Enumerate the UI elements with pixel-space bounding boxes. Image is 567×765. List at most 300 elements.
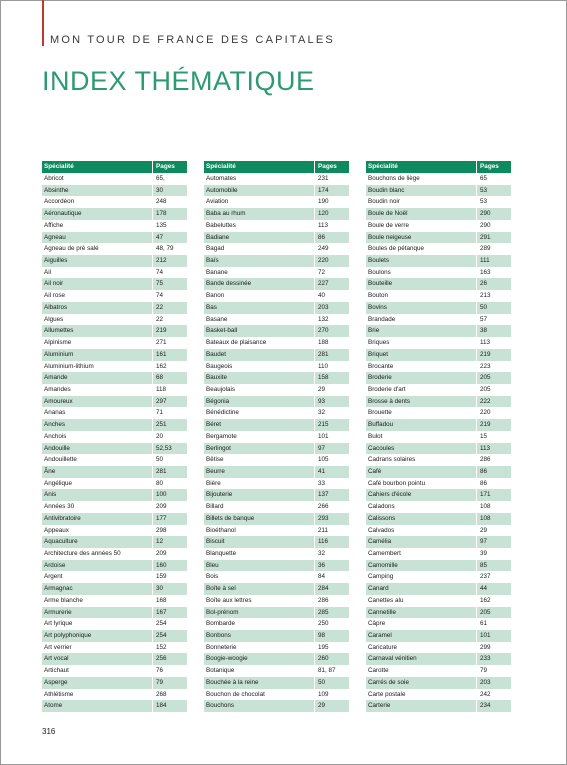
table-row bbox=[204, 571, 349, 583]
pages-cell: 108 bbox=[480, 514, 491, 522]
pages-cell: 268 bbox=[156, 690, 167, 698]
specialite-cell: Boudin noir bbox=[366, 196, 477, 208]
table-row bbox=[366, 255, 511, 267]
specialite-cell: Bande dessinée bbox=[204, 278, 315, 290]
specialite-cell: Appeaux bbox=[42, 525, 153, 537]
pages-cell: 71 bbox=[156, 409, 164, 417]
pages-cell: 237 bbox=[480, 573, 491, 581]
specialite-cell: Biscuit bbox=[204, 536, 315, 548]
specialite-cell: Bateaux de plaisance bbox=[204, 337, 315, 349]
specialite-cell: Bleu bbox=[204, 560, 315, 572]
table-row bbox=[42, 349, 187, 361]
specialite-cell: Calissons bbox=[366, 513, 477, 525]
pages-cell: 290 bbox=[480, 221, 491, 229]
pages-cell: 242 bbox=[480, 690, 491, 698]
table-header bbox=[42, 161, 187, 173]
specialite-cell: Art verrier bbox=[42, 642, 153, 654]
specialite-cell: Boules de pétanque bbox=[366, 243, 477, 255]
pages-cell: 167 bbox=[156, 608, 167, 616]
pages-cell: 248 bbox=[156, 198, 167, 206]
pages-cell: 113 bbox=[480, 444, 491, 452]
specialite-cell: Béret bbox=[204, 419, 315, 431]
table-row bbox=[204, 232, 349, 244]
specialite-cell: Albatros bbox=[42, 302, 153, 314]
specialite-cell: Camélia bbox=[366, 536, 477, 548]
specialite-cell: Café bbox=[366, 466, 477, 478]
specialite-cell: Agneau bbox=[42, 232, 153, 244]
specialite-cell: Bêtise bbox=[204, 454, 315, 466]
specialite-cell: Ail noir bbox=[42, 278, 153, 290]
table-row bbox=[42, 337, 187, 349]
specialite-cell: Basket-ball bbox=[204, 325, 315, 337]
table-row bbox=[204, 689, 349, 701]
specialite-cell: Années 30 bbox=[42, 501, 153, 513]
table-row bbox=[204, 583, 349, 595]
pages-cell: 93 bbox=[318, 397, 326, 405]
pages-cell: 160 bbox=[156, 561, 167, 569]
pages-cell: 101 bbox=[480, 632, 491, 640]
specialite-cell: Cahiers d'école bbox=[366, 489, 477, 501]
table-row bbox=[366, 278, 511, 290]
table-row bbox=[42, 302, 187, 314]
specialite-cell: Ail rose bbox=[42, 290, 153, 302]
pages-cell: 76 bbox=[156, 667, 164, 675]
pages-cell: 209 bbox=[156, 550, 167, 557]
pages-cell: 299 bbox=[480, 643, 491, 651]
table-row bbox=[42, 372, 187, 384]
pages-cell: 297 bbox=[156, 397, 167, 405]
pages-cell: 233 bbox=[480, 655, 491, 663]
specialite-cell: Andouillette bbox=[42, 454, 153, 466]
pages-cell: 203 bbox=[480, 678, 491, 686]
pages-cell: 68 bbox=[156, 374, 164, 382]
specialite-cell: Bouchons bbox=[204, 700, 315, 712]
table-row bbox=[204, 185, 349, 197]
pages-cell: 132 bbox=[318, 315, 329, 323]
specialite-cell: Boudin blanc bbox=[366, 185, 477, 197]
specialite-cell: Botanique bbox=[204, 665, 315, 677]
specialite-cell: Boîte aux lettres bbox=[204, 595, 315, 607]
pages-cell: 22 bbox=[156, 303, 164, 311]
table-row bbox=[366, 232, 511, 244]
table-row bbox=[204, 653, 349, 665]
pages-cell: 205 bbox=[480, 608, 491, 616]
pages-cell: 162 bbox=[156, 362, 167, 370]
pages-cell: 254 bbox=[156, 620, 167, 628]
pages-cell: 184 bbox=[156, 702, 167, 710]
pages-cell: 109 bbox=[318, 690, 329, 698]
table-row bbox=[204, 548, 349, 560]
table-row bbox=[366, 431, 511, 443]
table-row bbox=[42, 431, 187, 443]
specialite-cell: Art vocal bbox=[42, 653, 153, 665]
table-row bbox=[42, 489, 187, 501]
pages-cell: 137 bbox=[318, 491, 329, 499]
specialite-cell: Boule de verre bbox=[366, 220, 477, 232]
specialite-cell: Caramel bbox=[366, 630, 477, 642]
table-row bbox=[42, 361, 187, 373]
specialite-cell: Canard bbox=[366, 583, 477, 595]
table-row bbox=[366, 407, 511, 419]
pages-cell: 38 bbox=[480, 327, 488, 335]
specialite-cell: Allumettes bbox=[42, 325, 153, 337]
pages-cell: 219 bbox=[480, 421, 491, 429]
table-row bbox=[366, 501, 511, 513]
specialite-cell: Art polyphonique bbox=[42, 630, 153, 642]
pages-cell: 26 bbox=[480, 280, 488, 288]
specialite-cell: Aquaculture bbox=[42, 536, 153, 548]
pages-cell: 227 bbox=[318, 280, 329, 288]
table-row bbox=[204, 243, 349, 255]
specialite-cell: Carte postale bbox=[366, 689, 477, 701]
table-row bbox=[366, 267, 511, 279]
specialite-cell: Briquet bbox=[366, 349, 477, 361]
specialite-cell: Café bourbon pointu bbox=[366, 478, 477, 490]
specialite-cell: Brosse à dents bbox=[366, 396, 477, 408]
table-row bbox=[366, 454, 511, 466]
page-title: INDEX THÉMATIQUE bbox=[42, 66, 315, 96]
pages-cell: 209 bbox=[156, 503, 167, 511]
specialite-cell: Câpre bbox=[366, 618, 477, 630]
specialite-cell: Briques bbox=[366, 337, 477, 349]
pages-cell: 65, bbox=[156, 175, 165, 182]
specialite-cell: Architecture des années 50 bbox=[42, 548, 153, 560]
specialite-cell: Aéronautique bbox=[42, 208, 153, 220]
specialite-cell: Bioéthanol bbox=[204, 525, 315, 537]
specialite-cell: Bonbons bbox=[204, 630, 315, 642]
table-row bbox=[204, 478, 349, 490]
specialite-cell: Bijouterie bbox=[204, 489, 315, 501]
table-row bbox=[42, 583, 187, 595]
table-row bbox=[366, 349, 511, 361]
header-specialite: Spécialité bbox=[366, 161, 477, 173]
specialite-cell: Brocante bbox=[366, 361, 477, 373]
header-pages: Pages bbox=[318, 163, 337, 170]
pages-cell: 111 bbox=[480, 257, 490, 265]
table-row bbox=[42, 220, 187, 232]
pages-cell: 50 bbox=[318, 678, 326, 686]
pages-cell: 98 bbox=[318, 632, 326, 640]
table-row bbox=[204, 489, 349, 501]
pages-cell: 105 bbox=[318, 456, 329, 464]
pages-cell: 298 bbox=[156, 526, 167, 534]
table-row bbox=[204, 618, 349, 630]
specialite-cell: Arme blanche bbox=[42, 595, 153, 607]
pages-cell: 162 bbox=[480, 596, 491, 604]
pages-cell: 47 bbox=[156, 233, 164, 241]
specialite-cell: Bombarde bbox=[204, 618, 315, 630]
pages-cell: 220 bbox=[480, 409, 491, 417]
table-row bbox=[366, 478, 511, 490]
table-row bbox=[42, 255, 187, 267]
pages-cell: 52,53 bbox=[156, 444, 172, 452]
table-row bbox=[42, 630, 187, 642]
specialite-cell: Baugeois bbox=[204, 361, 315, 373]
pages-cell: 50 bbox=[480, 303, 488, 311]
pages-cell: 15 bbox=[480, 432, 488, 440]
specialite-cell: Anchois bbox=[42, 431, 153, 443]
pages-cell: 113 bbox=[318, 221, 329, 229]
table-row bbox=[204, 325, 349, 337]
specialite-cell: Bovins bbox=[366, 302, 477, 314]
specialite-cell: Ardoise bbox=[42, 560, 153, 572]
pages-cell: 86 bbox=[318, 233, 326, 241]
pages-cell: 250 bbox=[318, 620, 329, 628]
table-row bbox=[204, 665, 349, 677]
pages-cell: 205 bbox=[480, 374, 491, 382]
pages-cell: 158 bbox=[318, 374, 329, 382]
pages-cell: 171 bbox=[480, 491, 491, 499]
pages-cell: 212 bbox=[156, 257, 167, 265]
table-row bbox=[42, 407, 187, 419]
pages-cell: 30 bbox=[156, 186, 164, 194]
table-row bbox=[204, 431, 349, 443]
table-row bbox=[366, 208, 511, 220]
pages-cell: 86 bbox=[480, 467, 488, 475]
pages-cell: 32 bbox=[318, 550, 326, 557]
table-row bbox=[366, 653, 511, 665]
pages-cell: 80 bbox=[156, 479, 164, 487]
pages-cell: 174 bbox=[318, 186, 329, 194]
table-row bbox=[42, 700, 187, 712]
specialite-cell: Boule neigeuse bbox=[366, 232, 477, 244]
accent-rule bbox=[42, 0, 44, 46]
pages-cell: 84 bbox=[318, 573, 326, 581]
header-specialite: Spécialité bbox=[204, 161, 315, 173]
specialite-cell: Asperge bbox=[42, 677, 153, 689]
specialite-cell: Bouchons de liège bbox=[366, 173, 477, 185]
pages-cell: 81, 87 bbox=[318, 667, 336, 675]
specialite-cell: Canettes alu bbox=[366, 595, 477, 607]
specialite-cell: Boule de Noël bbox=[366, 208, 477, 220]
pages-cell: 177 bbox=[156, 514, 167, 522]
pages-cell: 72 bbox=[318, 268, 326, 276]
specialite-cell: Bergamote bbox=[204, 431, 315, 443]
specialite-cell: Broderie d'art bbox=[366, 384, 477, 396]
specialite-cell: Abricot bbox=[42, 173, 153, 185]
pages-cell: 190 bbox=[318, 198, 329, 206]
specialite-cell: Banane bbox=[204, 267, 315, 279]
pages-cell: 222 bbox=[480, 397, 491, 405]
specialite-cell: Broderie bbox=[366, 372, 477, 384]
pages-cell: 101 bbox=[318, 432, 329, 440]
specialite-cell: Amande bbox=[42, 372, 153, 384]
specialite-cell: Bagad bbox=[204, 243, 315, 255]
table-row bbox=[366, 325, 511, 337]
pages-cell: 286 bbox=[480, 456, 491, 464]
table-row bbox=[42, 290, 187, 302]
table-row bbox=[366, 642, 511, 654]
table-row bbox=[366, 466, 511, 478]
pages-cell: 97 bbox=[480, 538, 488, 546]
table-row bbox=[204, 208, 349, 220]
specialite-cell: Alpinisme bbox=[42, 337, 153, 349]
specialite-cell: Carterie bbox=[366, 700, 477, 712]
table-row bbox=[42, 443, 187, 455]
table-row bbox=[366, 536, 511, 548]
pages-cell: 29 bbox=[480, 526, 488, 534]
table-body bbox=[204, 173, 349, 712]
specialite-cell: Atome bbox=[42, 700, 153, 712]
specialite-cell: Brie bbox=[366, 325, 477, 337]
table-row bbox=[42, 466, 187, 478]
specialite-cell: Blanquette bbox=[204, 548, 315, 560]
pages-cell: 286 bbox=[318, 596, 329, 604]
specialite-cell: Cannetille bbox=[366, 607, 477, 619]
table-row bbox=[366, 607, 511, 619]
specialite-cell: Billets de banque bbox=[204, 513, 315, 525]
table-row bbox=[366, 489, 511, 501]
table-row bbox=[42, 314, 187, 326]
table-row bbox=[204, 337, 349, 349]
specialite-cell: Boîte à sel bbox=[204, 583, 315, 595]
table-row bbox=[42, 173, 187, 185]
pages-cell: 39 bbox=[480, 550, 488, 557]
table-row bbox=[204, 466, 349, 478]
table-row bbox=[204, 302, 349, 314]
specialite-cell: Bénédictine bbox=[204, 407, 315, 419]
pages-cell: 20 bbox=[156, 432, 164, 440]
table-row bbox=[42, 560, 187, 572]
specialite-cell: Camomille bbox=[366, 560, 477, 572]
pages-cell: 219 bbox=[156, 327, 167, 335]
table-row bbox=[42, 384, 187, 396]
table-row bbox=[366, 548, 511, 560]
pages-cell: 75 bbox=[156, 280, 164, 288]
table-row bbox=[204, 536, 349, 548]
table-row bbox=[366, 396, 511, 408]
table-row bbox=[42, 208, 187, 220]
pages-cell: 50 bbox=[156, 456, 164, 464]
specialite-cell: Automobile bbox=[204, 185, 315, 197]
table-row bbox=[366, 630, 511, 642]
specialite-cell: Brandade bbox=[366, 314, 477, 326]
table-row bbox=[366, 196, 511, 208]
table-row bbox=[204, 407, 349, 419]
table-row bbox=[42, 278, 187, 290]
specialite-cell: Ail bbox=[42, 267, 153, 279]
specialite-cell: Bonneterie bbox=[204, 642, 315, 654]
pages-cell: 53 bbox=[480, 198, 488, 206]
pages-cell: 65 bbox=[480, 175, 488, 182]
specialite-cell: Aluminium bbox=[42, 349, 153, 361]
table-row bbox=[204, 560, 349, 572]
pages-cell: 116 bbox=[318, 538, 329, 546]
specialite-cell: Antivibratoire bbox=[42, 513, 153, 525]
table-row bbox=[366, 665, 511, 677]
pages-cell: 74 bbox=[156, 268, 164, 276]
table-row bbox=[204, 525, 349, 537]
specialite-cell: Absinthe bbox=[42, 185, 153, 197]
specialite-cell: Cacoules bbox=[366, 443, 477, 455]
specialite-cell: Angélique bbox=[42, 478, 153, 490]
pages-cell: 260 bbox=[318, 655, 329, 663]
specialite-cell: Billard bbox=[204, 501, 315, 513]
header-pages: Pages bbox=[156, 163, 175, 170]
table-row bbox=[204, 396, 349, 408]
pages-cell: 281 bbox=[318, 350, 329, 358]
table-row bbox=[42, 243, 187, 255]
table-row bbox=[366, 243, 511, 255]
specialite-cell: Bois bbox=[204, 571, 315, 583]
pages-cell: 195 bbox=[318, 643, 329, 651]
specialite-cell: Badiane bbox=[204, 232, 315, 244]
pages-cell: 188 bbox=[318, 339, 329, 347]
pages-cell: 161 bbox=[156, 350, 167, 358]
specialite-cell: Âne bbox=[42, 466, 153, 478]
table-row bbox=[204, 290, 349, 302]
header-specialite: Spécialité bbox=[42, 161, 153, 173]
specialite-cell: Bol-prénom bbox=[204, 607, 315, 619]
table-row bbox=[366, 419, 511, 431]
pages-cell: 249 bbox=[318, 245, 329, 253]
table-header bbox=[204, 161, 349, 173]
specialite-cell: Andouille bbox=[42, 443, 153, 455]
specialite-cell: Bouchon de chocolat bbox=[204, 689, 315, 701]
pages-cell: 33 bbox=[318, 479, 326, 487]
specialite-cell: Artichaut bbox=[42, 665, 153, 677]
table-row bbox=[366, 560, 511, 572]
table-row bbox=[204, 700, 349, 712]
pages-cell: 32 bbox=[318, 409, 326, 417]
table-row bbox=[204, 372, 349, 384]
specialite-cell: Automates bbox=[204, 173, 315, 185]
running-head: MON TOUR DE FRANCE DES CAPITALES bbox=[50, 34, 335, 46]
specialite-cell: Carnaval vénitien bbox=[366, 653, 477, 665]
pages-cell: 256 bbox=[156, 655, 167, 663]
specialite-cell: Carotte bbox=[366, 665, 477, 677]
table-row bbox=[42, 232, 187, 244]
table-row bbox=[42, 665, 187, 677]
specialite-cell: Amandes bbox=[42, 384, 153, 396]
pages-cell: 110 bbox=[318, 362, 329, 370]
pages-cell: 22 bbox=[156, 315, 164, 323]
table-row bbox=[204, 419, 349, 431]
pages-cell: 251 bbox=[156, 421, 167, 429]
pages-cell: 159 bbox=[156, 573, 167, 581]
index-table-2 bbox=[204, 161, 349, 712]
table-row bbox=[42, 396, 187, 408]
table-row bbox=[42, 595, 187, 607]
table-row bbox=[42, 267, 187, 279]
specialite-cell: Beurre bbox=[204, 466, 315, 478]
specialite-cell: Athlétisme bbox=[42, 689, 153, 701]
specialite-cell: Caricature bbox=[366, 642, 477, 654]
specialite-cell: Bouteille bbox=[366, 278, 477, 290]
pages-cell: 85 bbox=[480, 561, 488, 569]
table-row bbox=[42, 419, 187, 431]
table-row bbox=[366, 384, 511, 396]
table-row bbox=[42, 196, 187, 208]
table-row bbox=[204, 314, 349, 326]
table-row bbox=[204, 349, 349, 361]
pages-cell: 40 bbox=[318, 292, 326, 300]
table-row bbox=[366, 290, 511, 302]
pages-cell: 163 bbox=[480, 268, 491, 276]
table-row bbox=[366, 185, 511, 197]
pages-cell: 178 bbox=[156, 210, 167, 218]
specialite-cell: Bouton bbox=[366, 290, 477, 302]
specialite-cell: Beaujolais bbox=[204, 384, 315, 396]
specialite-cell: Camping bbox=[366, 571, 477, 583]
pages-cell: 135 bbox=[156, 221, 167, 229]
header-pages: Pages bbox=[480, 163, 499, 170]
table-row bbox=[366, 361, 511, 373]
specialite-cell: Accordéon bbox=[42, 196, 153, 208]
table-row bbox=[366, 583, 511, 595]
table-row bbox=[42, 525, 187, 537]
pages-cell: 254 bbox=[156, 632, 167, 640]
